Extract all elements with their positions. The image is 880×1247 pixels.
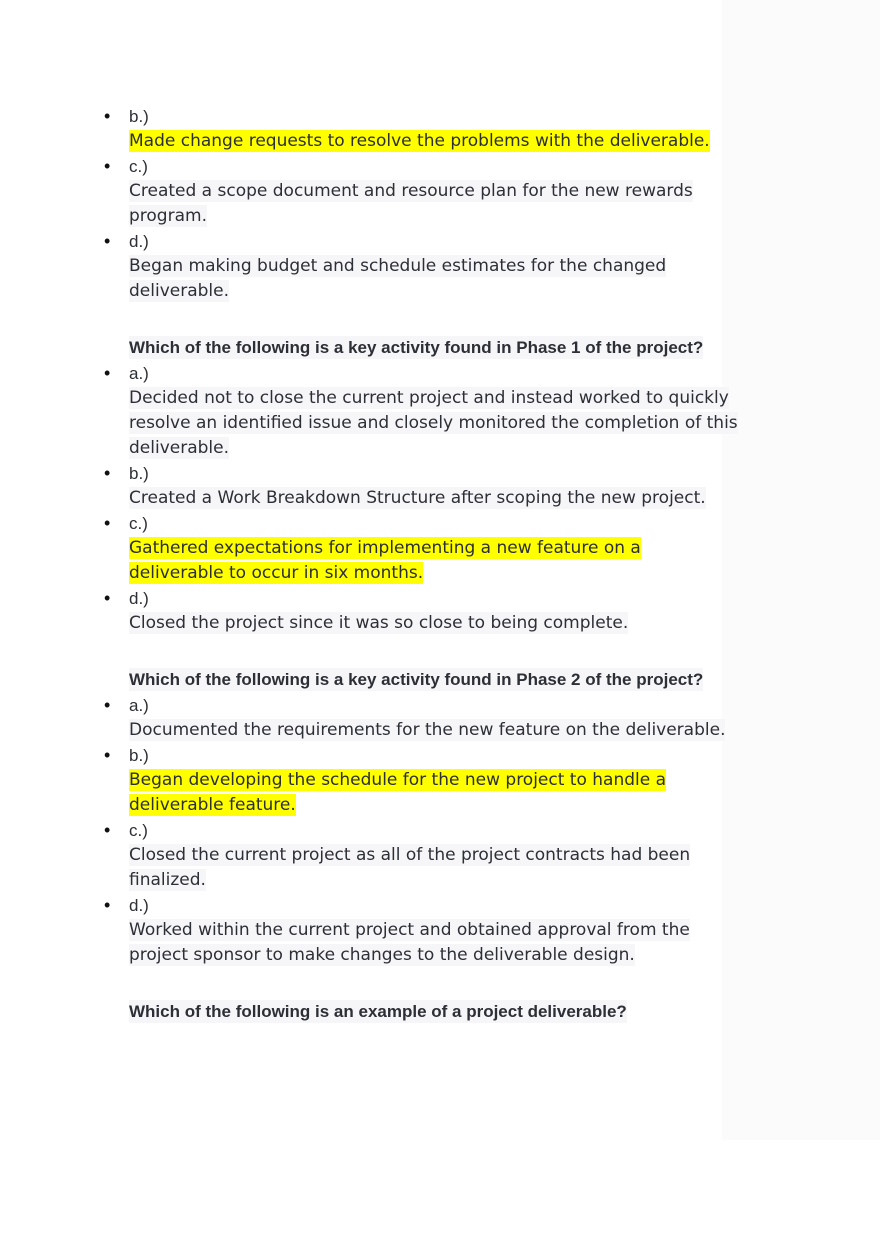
option-letter: c.) [129,157,148,176]
list-item [0,229,880,304]
question-heading [0,667,880,693]
highlighted-answer: Began developing the schedule for the new project to handle a deliverable feature. [129,770,667,815]
option-letter: d.) [129,232,149,251]
option-letter: a.) [129,364,149,383]
option-text-run: Closed the current project as all of the project contracts had been finalized. [129,845,691,890]
option-text [129,843,714,893]
option-letter: b.) [129,464,149,483]
option-letter: c.) [129,514,148,533]
list-item [0,586,880,636]
option-text-run: Worked within the current project and obtained approval from the project sponsor to make changes to the deliverable design. [129,920,690,965]
list-item [0,743,880,818]
bullet-icon: • [104,463,111,483]
bullet-icon: • [104,820,111,840]
option-text [129,386,754,461]
bullet-icon: • [104,231,111,251]
bullet-icon: • [104,895,111,915]
option-text [129,179,754,229]
option-letter: c.) [129,821,148,840]
option-text-run: Decided not to close the current project and instead worked to quickly resolve an identified issue and closely monitored the completion of this deliverable. [129,388,738,458]
bullet-icon: • [104,745,111,765]
bullet-icon: • [104,106,111,126]
option-text-run: Closed the project since it was so close to being complete. [129,613,629,633]
question-text: Which of the following is an example of a project deliverable? [129,1002,627,1021]
list-item [0,361,880,461]
option-text [129,486,754,511]
bullet-icon: • [104,513,111,533]
list-item [0,461,880,511]
list-item [0,893,880,968]
question-text: Which of the following is a key activity found in Phase 2 of the project? [129,670,704,689]
option-text-run: Created a scope document and resource plan for the new rewards program. [129,181,693,226]
question-text: Which of the following is a key activity found in Phase 1 of the project? [129,338,704,357]
option-text [129,718,754,743]
option-text [129,254,754,304]
bullet-icon: • [104,363,111,383]
list-item [0,693,880,743]
question-heading [0,335,880,361]
list-item [0,818,880,893]
option-text-run: Began making budget and schedule estimates for the changed deliverable. [129,256,667,301]
option-text-run: Documented the requirements for the new feature on the deliverable. [129,720,726,740]
option-text [129,536,669,586]
list-item [0,104,880,154]
document-content [0,104,880,1025]
option-letter: d.) [129,896,149,915]
option-letter: b.) [129,107,149,126]
highlighted-answer: Made change requests to resolve the problems with the deliverable. [129,131,710,151]
option-text [129,611,754,636]
bullet-icon: • [104,695,111,715]
bullet-icon: • [104,588,111,608]
bullet-icon: • [104,156,111,176]
question-heading [0,999,880,1025]
list-item [0,511,880,586]
option-text-run: Created a Work Breakdown Structure after scoping the new project. [129,488,706,508]
highlighted-answer: Gathered expectations for implementing a new feature on a deliverable to occur in six months. [129,538,641,583]
list-item [0,154,880,229]
option-text [129,918,714,968]
option-text [129,768,689,818]
option-letter: b.) [129,746,149,765]
option-text [129,129,754,154]
option-letter: a.) [129,696,149,715]
option-letter: d.) [129,589,149,608]
